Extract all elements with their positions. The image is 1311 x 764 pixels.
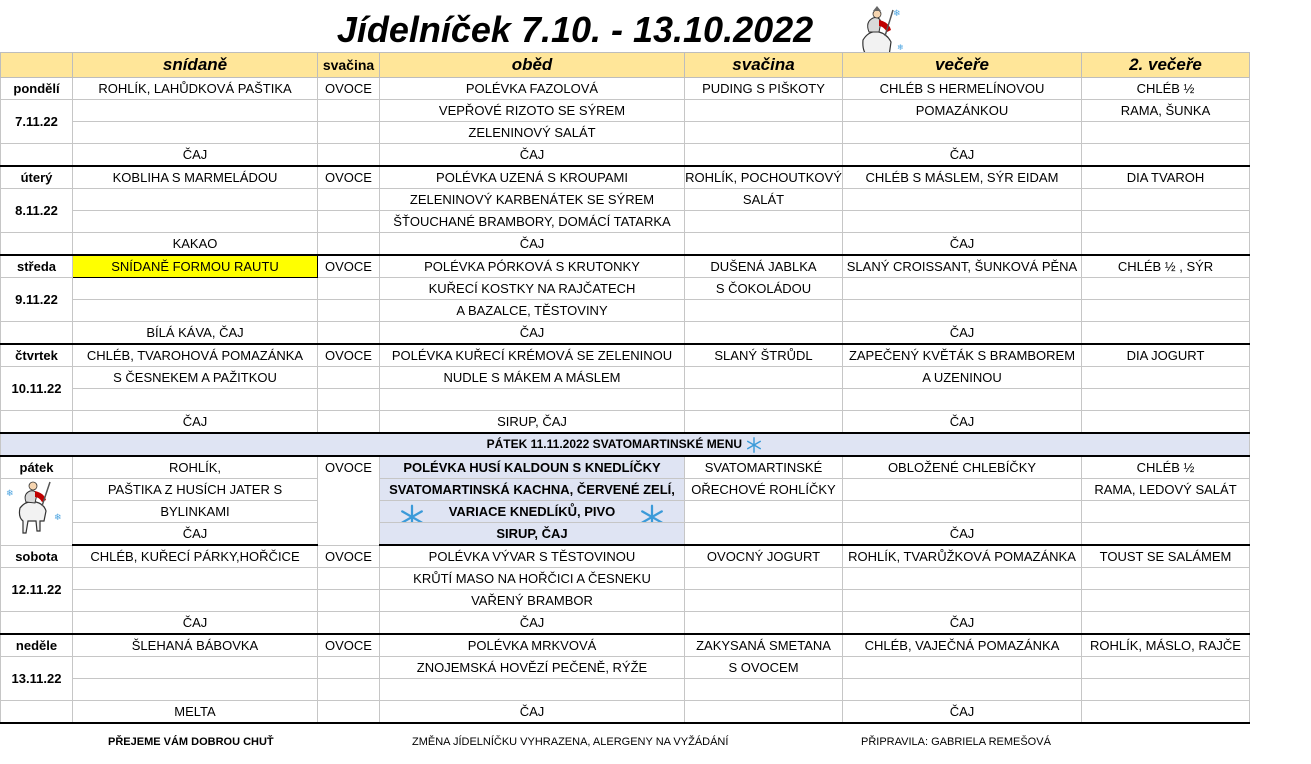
table-row (1, 612, 1250, 635)
cell (1082, 122, 1250, 144)
day-name: čtvrtek (1, 344, 73, 367)
special-lunch-cell: SIRUP, ČAJ (380, 523, 685, 546)
day-date: 9.11.22 (1, 278, 73, 322)
cell (1082, 144, 1250, 167)
footer-author: PŘIPRAVILA: GABRIELA REMEŠOVÁ (861, 736, 1051, 748)
cell: ROHLÍK, MÁSLO, RAJČE (1082, 634, 1250, 657)
cell (1082, 389, 1250, 411)
page-title: Jídelníček 7.10. - 13.10.2022 (336, 9, 814, 50)
cell: S ČOKOLÁDOU (685, 278, 843, 300)
special-menu-banner (1, 433, 1250, 456)
cell: DIA JOGURT (1082, 344, 1250, 367)
table-row (1, 634, 1250, 657)
cell (685, 122, 843, 144)
cell (318, 679, 380, 701)
cell: ŠLEHANÁ BÁBOVKA (73, 634, 318, 657)
cell (73, 590, 318, 612)
cell: OVOCE (318, 255, 380, 278)
snowflake-icon (745, 436, 763, 454)
cell (318, 300, 380, 322)
cell: TOUST SE SALÁMEM (1082, 545, 1250, 568)
cell: CHLÉB ½ , SÝR (1082, 255, 1250, 278)
day-name: neděle (1, 634, 73, 657)
cell: ŠŤOUCHANÉ BRAMBORY, DOMÁCÍ TATARKA (380, 211, 685, 233)
highlighted-cell: SNÍDANĚ FORMOU RAUTU (73, 255, 318, 278)
cell (685, 612, 843, 635)
cell: POLÉVKA PÓRKOVÁ S KRUTONKY (380, 255, 685, 278)
cell: ZAKYSANÁ SMETANA (685, 634, 843, 657)
cell (1, 701, 73, 724)
cell: CHLÉB ½ (1082, 456, 1250, 479)
cell (318, 211, 380, 233)
cell (1082, 322, 1250, 345)
cell (685, 389, 843, 411)
cell (685, 322, 843, 345)
col-header-snack2: svačina (685, 53, 843, 78)
cell: OVOCE (318, 166, 380, 189)
cell: SIRUP, ČAJ (380, 411, 685, 434)
cell (685, 679, 843, 701)
table-row (1, 144, 1250, 167)
special-menu-banner-row (1, 433, 1250, 456)
day-name: úterý (1, 166, 73, 189)
snowflake-icon (638, 503, 666, 523)
cell: A UZENINOU (843, 367, 1082, 389)
table-row (1, 523, 1250, 546)
cell (843, 679, 1082, 701)
cell (1082, 523, 1250, 546)
footer-notice: ZMĚNA JÍDELNÍČKU VYHRAZENA, ALERGENY NA VYŽÁDÁNÍ (412, 736, 729, 748)
cell (843, 590, 1082, 612)
table-row (1, 255, 1250, 278)
cell (318, 189, 380, 211)
special-lunch-cell: SVATOMARTINSKÁ KACHNA, ČERVENÉ ZELÍ, (380, 479, 685, 501)
table-row (1, 78, 1250, 100)
cell: ČAJ (380, 144, 685, 167)
table-row (1, 501, 1250, 523)
cell: KRŮTÍ MASO NA HOŘČICI A ČESNEKU (380, 568, 685, 590)
cell (318, 568, 380, 590)
cell (685, 568, 843, 590)
cell: ČAJ (73, 144, 318, 167)
cell: ROHLÍK, TVARŮŽKOVÁ POMAZÁNKA (843, 545, 1082, 568)
cell (685, 144, 843, 167)
day-name: sobota (1, 545, 73, 568)
table-row (1, 389, 1250, 411)
special-lunch-cell (380, 501, 685, 523)
menu-table (0, 52, 1250, 724)
cell (318, 322, 380, 345)
cell (73, 657, 318, 679)
cell (1, 144, 73, 167)
table-row (1, 344, 1250, 367)
day-name: pátek (1, 456, 73, 479)
cell: KAKAO (73, 233, 318, 256)
cell (73, 189, 318, 211)
cell: DUŠENÁ JABLKA (685, 255, 843, 278)
cell (685, 211, 843, 233)
cell (73, 211, 318, 233)
cell: ČAJ (843, 612, 1082, 635)
snowflake-icon (398, 503, 426, 523)
cell (1082, 679, 1250, 701)
cell: KUŘECÍ KOSTKY NA RAJČATECH (380, 278, 685, 300)
cell: ROHLÍK, (73, 456, 318, 479)
cell: OVOCE (318, 634, 380, 657)
corner-cell (1, 53, 73, 78)
cell (318, 233, 380, 256)
cell: ZELENINOVÝ KARBENÁTEK SE SÝREM (380, 189, 685, 211)
cell: POLÉVKA MRKVOVÁ (380, 634, 685, 657)
cell: SALÁT (685, 189, 843, 211)
knight-on-horse-icon (4, 476, 66, 538)
cell: ČAJ (843, 144, 1082, 167)
cell: RAMA, ŠUNKA (1082, 100, 1250, 122)
table-row (1, 479, 1250, 501)
cell (318, 278, 380, 300)
cell: SVATOMARTINSKÉ (685, 456, 843, 479)
cell (318, 389, 380, 411)
table-row (1, 568, 1250, 590)
table-row (1, 411, 1250, 434)
cell: KOBLIHA S MARMELÁDOU (73, 166, 318, 189)
cell (73, 300, 318, 322)
day-date: 8.11.22 (1, 189, 73, 233)
cell (843, 122, 1082, 144)
cell (318, 144, 380, 167)
cell (685, 590, 843, 612)
cell (685, 523, 843, 546)
cell (1082, 211, 1250, 233)
col-header-breakfast: snídaně (73, 53, 318, 78)
cell (1082, 233, 1250, 256)
cell (843, 657, 1082, 679)
table-row (1, 545, 1250, 568)
cell (318, 590, 380, 612)
cell: ČAJ (380, 701, 685, 724)
cell: POMAZÁNKOU (843, 100, 1082, 122)
cell: MELTA (73, 701, 318, 724)
cell (73, 568, 318, 590)
cell: ČAJ (843, 523, 1082, 546)
cell (73, 100, 318, 122)
cell: CHLÉB S HERMELÍNOVOU (843, 78, 1082, 100)
cell: CHLÉB, KUŘECÍ PÁRKY,HOŘČICE (73, 545, 318, 568)
cell (1082, 278, 1250, 300)
cell (318, 701, 380, 724)
cell: POLÉVKA FAZOLOVÁ (380, 78, 685, 100)
cell (1082, 501, 1250, 523)
svg-text:❄: ❄ (897, 43, 904, 52)
table-row (1, 278, 1250, 300)
table-row (1, 701, 1250, 724)
cell: DIA TVAROH (1082, 166, 1250, 189)
cell (1082, 189, 1250, 211)
cell (685, 300, 843, 322)
cell (1082, 568, 1250, 590)
cell: ČAJ (843, 701, 1082, 724)
cell (843, 300, 1082, 322)
cell (318, 411, 380, 434)
table-row (1, 590, 1250, 612)
cell (685, 411, 843, 434)
cell (1082, 701, 1250, 724)
cell: VAŘENÝ BRAMBOR (380, 590, 685, 612)
cell (1082, 612, 1250, 635)
cell (318, 657, 380, 679)
cell: ČAJ (73, 411, 318, 434)
cell: BYLINKAMI (73, 501, 318, 523)
svg-text:❄: ❄ (54, 512, 62, 522)
cell: ROHLÍK, LAHŮDKOVÁ PAŠTIKA (73, 78, 318, 100)
header-row (1, 53, 1250, 78)
cell: SLANÝ CROISSANT, ŠUNKOVÁ PĚNA (843, 255, 1082, 278)
cell: POLÉVKA VÝVAR S TĚSTOVINOU (380, 545, 685, 568)
cell (73, 389, 318, 411)
table-row (1, 300, 1250, 322)
cell (843, 189, 1082, 211)
day-date: 10.11.22 (1, 367, 73, 411)
cell (685, 701, 843, 724)
cell: ROHLÍK, POCHOUTKOVÝ (685, 166, 843, 189)
cell: PAŠTIKA Z HUSÍCH JATER S (73, 479, 318, 501)
cell (1, 233, 73, 256)
table-row (1, 100, 1250, 122)
cell (843, 211, 1082, 233)
cell (380, 389, 685, 411)
cell: ZELENINOVÝ SALÁT (380, 122, 685, 144)
cell (843, 389, 1082, 411)
cell: POLÉVKA KUŘECÍ KRÉMOVÁ SE ZELENINOU (380, 344, 685, 367)
cell: RAMA, LEDOVÝ SALÁT (1082, 479, 1250, 501)
cell: S ČESNEKEM A PAŽITKOU (73, 367, 318, 389)
cell: ČAJ (843, 411, 1082, 434)
table-row (1, 322, 1250, 345)
cell (685, 233, 843, 256)
cell: ČAJ (843, 322, 1082, 345)
cell (1082, 300, 1250, 322)
cell: BÍLÁ KÁVA, ČAJ (73, 322, 318, 345)
cell (843, 479, 1082, 501)
svg-text:❄: ❄ (893, 8, 901, 18)
cell (843, 568, 1082, 590)
cell: OVOCE (318, 456, 380, 545)
cell (1082, 367, 1250, 389)
cell: NUDLE S MÁKEM A MÁSLEM (380, 367, 685, 389)
cell (685, 501, 843, 523)
cell: ČAJ (73, 612, 318, 635)
cell (318, 122, 380, 144)
cell: ČAJ (843, 233, 1082, 256)
svg-text:❄: ❄ (6, 488, 14, 498)
cell: S OVOCEM (685, 657, 843, 679)
col-header-lunch: oběd (380, 53, 685, 78)
cell: OŘECHOVÉ ROHLÍČKY (685, 479, 843, 501)
day-date: 13.11.22 (1, 657, 73, 701)
cell: OVOCE (318, 545, 380, 568)
table-row (1, 166, 1250, 189)
day-date: 7.11.22 (1, 100, 73, 144)
special-lunch-cell: POLÉVKA HUSÍ KALDOUN S KNEDLÍČKY (380, 456, 685, 479)
cell: POLÉVKA UZENÁ S KROUPAMI (380, 166, 685, 189)
cell (318, 612, 380, 635)
cell: ČAJ (380, 612, 685, 635)
cell (1, 411, 73, 434)
cell: ZNOJEMSKÁ HOVĚZÍ PEČENĚ, RÝŽE (380, 657, 685, 679)
day-date: 12.11.22 (1, 568, 73, 612)
cell: ČAJ (73, 523, 318, 546)
cell (318, 100, 380, 122)
table-row (1, 122, 1250, 144)
cell (1, 322, 73, 345)
cell: VEPŘOVÉ RIZOTO SE SÝREM (380, 100, 685, 122)
cell (318, 367, 380, 389)
footer-greeting: PŘEJEME VÁM DOBROU CHUŤ (108, 736, 274, 748)
table-row (1, 211, 1250, 233)
day-name: pondělí (1, 78, 73, 100)
table-row (1, 233, 1250, 256)
cell (73, 122, 318, 144)
special-lunch-text: VARIACE KNEDLÍKŮ, PIVO (448, 504, 616, 519)
cell: CHLÉB S MÁSLEM, SÝR EIDAM (843, 166, 1082, 189)
table-row (1, 456, 1250, 479)
cell: CHLÉB ½ (1082, 78, 1250, 100)
table-row (1, 189, 1250, 211)
cell (843, 278, 1082, 300)
cell: OVOCE (318, 344, 380, 367)
day-name: středa (1, 255, 73, 278)
cell: PUDING S PIŠKOTY (685, 78, 843, 100)
special-menu-title: PÁTEK 11.11.2022 SVATOMARTINSKÉ MENU (486, 437, 743, 451)
cell: CHLÉB, VAJEČNÁ POMAZÁNKA (843, 634, 1082, 657)
cell (380, 679, 685, 701)
cell: OVOCE (318, 78, 380, 100)
cell (1082, 657, 1250, 679)
cell (1082, 590, 1250, 612)
cell: OVOCNÝ JOGURT (685, 545, 843, 568)
col-header-dinner: večeře (843, 53, 1082, 78)
col-header-snack1: svačina (318, 53, 380, 78)
cell: OBLOŽENÉ CHLEBÍČKY (843, 456, 1082, 479)
col-header-dinner2: 2. večeře (1082, 53, 1250, 78)
table-row (1, 367, 1250, 389)
cell (73, 679, 318, 701)
cell: ČAJ (380, 233, 685, 256)
cell (685, 367, 843, 389)
cell: ZAPEČENÝ KVĚTÁK S BRAMBOREM (843, 344, 1082, 367)
cell (843, 501, 1082, 523)
table-row (1, 679, 1250, 701)
table-row (1, 657, 1250, 679)
cell (1, 612, 73, 635)
cell: CHLÉB, TVAROHOVÁ POMAZÁNKA (73, 344, 318, 367)
cell (73, 278, 318, 300)
cell: A BAZALCE, TĚSTOVINY (380, 300, 685, 322)
cell: ČAJ (380, 322, 685, 345)
cell (1082, 411, 1250, 434)
cell: SLANÝ ŠTRŮDL (685, 344, 843, 367)
cell (685, 100, 843, 122)
